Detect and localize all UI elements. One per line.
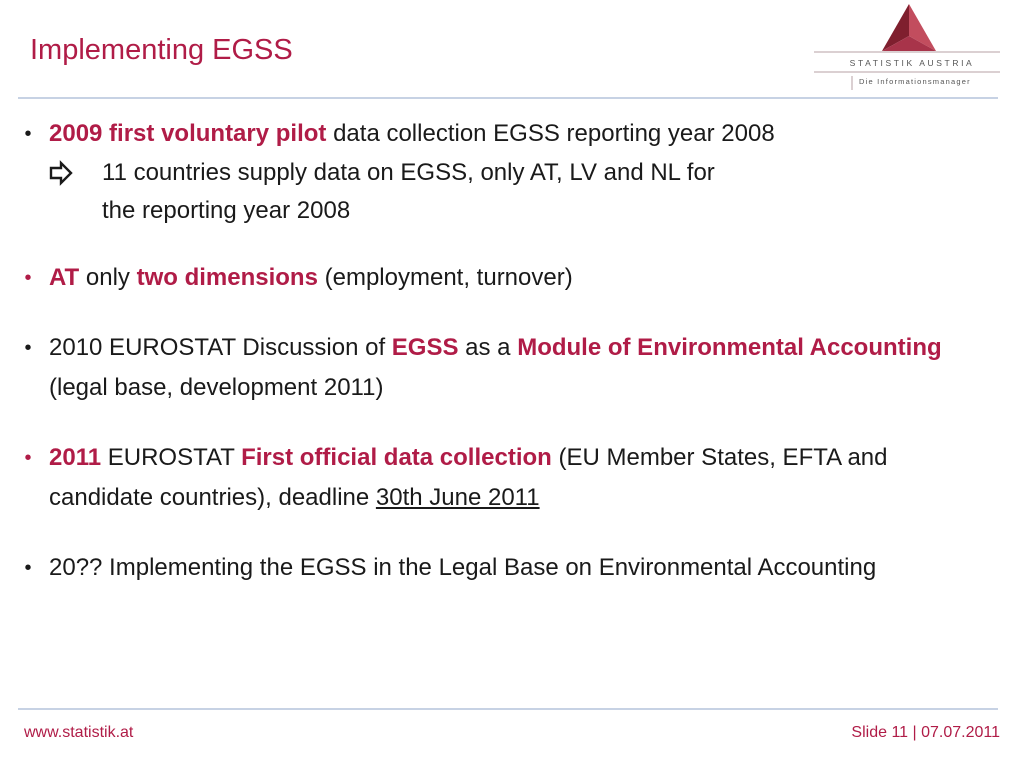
bullet-highlight: 2009 first voluntary pilot <box>49 120 327 147</box>
bullet-icon: • <box>24 557 32 579</box>
logo-name: STATISTIK AUSTRIA <box>849 58 975 68</box>
footer-url-link[interactable]: www.statistik.at <box>24 724 134 741</box>
sub-line: the reporting year 2008 <box>102 197 351 224</box>
bullet-text <box>49 444 888 511</box>
deadline-date: 30th June 2011 <box>375 484 540 511</box>
bullet-run: as a <box>458 334 518 361</box>
bullet-run: data collection EGSS reporting year 2008 <box>326 120 775 147</box>
footer-divider <box>18 708 998 710</box>
bullet-run: (EU Member States, EFTA and candidate countries), deadline <box>49 444 888 511</box>
bullet-highlight: AT <box>49 264 80 291</box>
bullet-icon: • <box>24 267 32 289</box>
bullet-run: (legal base, development 2011) <box>49 374 384 401</box>
bullet-text <box>49 120 775 147</box>
bullet-highlight: EGSS <box>391 334 459 361</box>
sub-item <box>18 154 998 230</box>
header-divider <box>18 97 998 99</box>
bullet-highlight: Module of Environmental Accounting <box>517 334 942 361</box>
bullet-item <box>18 258 998 298</box>
logo-tagline: Die Informationsmanager <box>859 77 971 86</box>
bullet-run: (employment, turnover) <box>317 264 573 291</box>
bullet-item <box>18 548 998 588</box>
footer-slide-info: Slide 11 | 07.07.2011 <box>851 724 1000 741</box>
slide-title: Implementing EGSS <box>30 34 293 66</box>
bullet-text <box>49 554 876 581</box>
bullet-run: only <box>79 264 137 291</box>
bullet-list <box>18 114 998 588</box>
bullet-highlight: 2011 <box>49 444 102 471</box>
bullet-item <box>18 328 998 408</box>
bullet-run: 2010 EUROSTAT Discussion of <box>49 334 392 361</box>
bullet-text <box>49 334 942 401</box>
bullet-icon: • <box>24 337 32 359</box>
bullet-text <box>49 264 573 291</box>
sub-line: 11 countries supply data on EGSS, only AT, LV and NL for <box>102 159 715 186</box>
bullet-item <box>18 114 998 154</box>
bullet-icon: • <box>24 123 32 145</box>
arrow-right-outline-icon <box>46 154 76 192</box>
statistik-austria-logo <box>812 2 1002 94</box>
bullet-run: EUROSTAT <box>101 444 242 471</box>
bullet-highlight: two dimensions <box>136 264 318 291</box>
bullet-item <box>18 438 998 518</box>
bullet-icon: • <box>24 447 32 469</box>
bullet-highlight: First official data collection <box>241 444 552 471</box>
bullet-run: 20?? Implementing the EGSS in the Legal Base on Environmental Accounting <box>49 554 877 581</box>
